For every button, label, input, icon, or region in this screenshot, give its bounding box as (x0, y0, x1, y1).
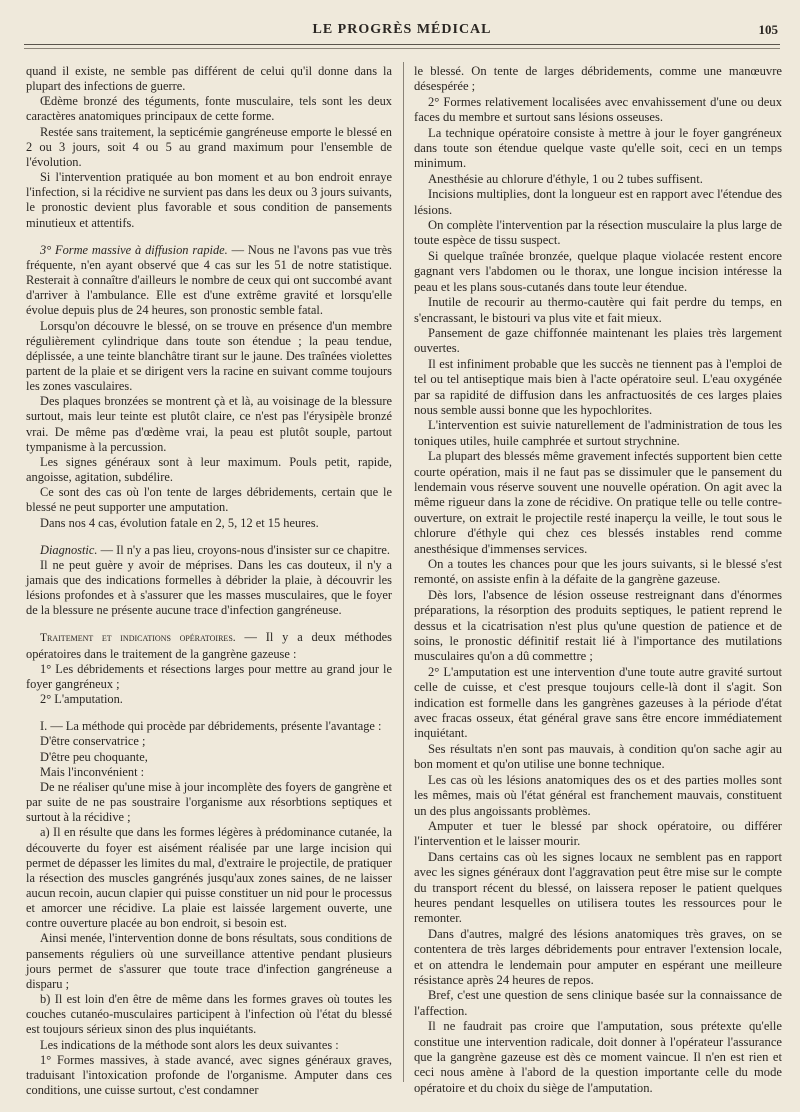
paragraph: I. — La méthode qui procède par débridements, présente l'avantage : (40, 719, 382, 734)
paragraph: Dans nos 4 cas, évolution fatale en 2, 5, 12 et 15 heures. (40, 515, 319, 530)
paragraph: Ainsi menée, l'intervention donne de bons résultats, sous conditions de pansements réguliers où une surveillance attentive pendant plusieurs jours permet de s'assurer que toute trace d'infection gangréneuse a disparu ; (26, 931, 392, 991)
section-text: — Il y a deux méthodes opératoires dans le traitement de la gangrène gazeuse : (26, 630, 392, 661)
paragraph: La technique opératoire consiste à mettre à jour le foyer gangréneux dans toute son étendue quelque vaste qu'elle soit, ceci en un temps minimum. (414, 125, 782, 171)
page-number: 105 (758, 22, 778, 37)
paragraph: On complète l'intervention par la résection musculaire la plus large de toute espèce de tissu suspect. (414, 218, 782, 248)
paragraph: quand il existe, ne semble pas différent de celui qu'il donne dans la plupart des infections de guerre. (26, 64, 392, 94)
paragraph: Si quelque traînée bronzée, quelque plaque violacée restent encore gagnant vers l'abdomen ou le thorax, une longue incision intéresse la peau et les plans sous-cutanés dans toute leur étendue. (414, 248, 782, 294)
paragraph: On a toutes les chances pour que les jours suivants, si le blessé s'est remonté, on assiste enfin à la défaite de la gangrène gazeuse. (414, 557, 782, 587)
paragraph: Les indications de la méthode sont alors les deux suivantes : (40, 1037, 339, 1052)
column-divider (403, 62, 404, 1082)
paragraph: 2° Formes relativement localisées avec envahissement d'une ou deux faces du membre et surtout sans lésions osseuses. (414, 94, 782, 125)
section-label: Traitement et indications opératoires. (40, 632, 236, 645)
paragraph: Mais l'inconvénient : (40, 764, 145, 779)
paragraph: Des plaques bronzées se montrent çà et là, au voisinage de la blessure surtout, mais leur teinte est plutôt claire, ce n'est pas l'érysipèle bronzé vrai. De même pas d'œdème vrai, la peau est plutôt souple, partout tympanisme à la percussion. (26, 394, 392, 454)
paragraph: Amputer et tuer le blessé par shock opératoire, ou différer l'intervention et le laisser mourir. (414, 818, 782, 849)
paragraph: Les signes généraux sont à leur maximum. Pouls petit, rapide, angoisse, agitation, subdélire. (26, 454, 392, 485)
paragraph: Restée sans traitement, la septicémie gangréneuse emporte le blessé en 2 ou 3 jours, soit 4 ou 5 au grand maximum pour l'ensemble de l'évolution. (26, 124, 392, 169)
paragraph: Si l'intervention pratiquée au bon moment et au bon endroit enraye l'infection, si la récidive ne survient pas dans les deux ou 3 jours suivants, le pronostic devient plus favorable et sous condition de pansements minutieux et attentifs. (26, 170, 392, 230)
paragraph: Inutile de recourir au thermo-cautère qui fait perdre du temps, en s'encrassant, le bistouri va plus vite et fait mieux. (414, 295, 782, 325)
right-column (414, 64, 782, 1096)
left-column (26, 64, 392, 1098)
paragraph: Œdème bronzé des téguments, fonte musculaire, tels sont les deux caractères anatomiques principaux de cette forme. (26, 94, 392, 124)
paragraph: 2° L'amputation est une intervention d'une toute autre gravité surtout celle de cuisse, et c'est presque toujours celle-là dont il s'agit. Son indication est formelle dans les gangrènes gazeuses à la période d'état avec fracas osseux, état général grave sans être encore immédiatement inquiétant. (414, 664, 782, 741)
paragraph: Bref, c'est une question de sens clinique basée sur la connaissance de l'affection. (414, 988, 782, 1018)
running-header (24, 18, 780, 42)
paragraph: Lorsqu'on découvre le blessé, on se trouve en présence d'un membre régulièrement cylindrique dans toute son étendue ; la peau tendue, déplissée, a une teinte blanchâtre tirant sur le jaune. Des traînées violettes partent de la plaie et se dirigent vers la racine en suivant comme toujours les zones vasculaires. (26, 318, 392, 394)
paragraph: La plupart des blessés même gravement infectés supportent bien cette courte opération, mais il ne faut pas se dissimuler que le pansement du lendemain vous réserve souvent une nouvelle opération. On agit avec la même rigueur dans la zone de récidive. On pratique telle ou telle contre-ouverture, on extrait le projectile resté inaperçu la veille, le tout sous le chlorure d'éthyle qui chez ces blessés instables rend comme anesthésique d'immenses services. (414, 449, 782, 556)
paragraph: le blessé. On tente de larges débridements, comme une manœuvre désespérée ; (414, 64, 782, 94)
paragraph: De ne réaliser qu'une mise à jour incomplète des foyers de gangrène et par suite de ne pas soustraire l'organisme aux résorbtions septiques et surtout à la récidive ; (26, 779, 392, 825)
paragraph: b) Il est loin d'en être de même dans les formes graves où toutes les couches cutanéo-musculaires participent à l'infection où l'état du blessé est toujours sérieux sinon des plus inquiétants. (26, 992, 392, 1037)
paragraph: Il ne faudrait pas croire que l'amputation, sous prétexte qu'elle constitue une intervention radicale, doit donner à l'opérateur l'assurance que la gangrène gazeuse est dès ce moment vaincue. Il n'en est rien et ceci nous amène à l'abord de la question importante celle du mode opératoire et du choix du siège de l'amputation. (414, 1019, 782, 1095)
paragraph: Ses résultats n'en sont pas mauvais, à condition qu'on sache agir au bon moment et qu'on utilise une bonne technique. (414, 741, 782, 772)
header-rule (24, 44, 780, 45)
paragraph: Les cas où les lésions anatomiques des os et des parties molles sont les mêmes, mais où l'état général est franchement mauvais, constituent un des plus angoissants problèmes. (414, 772, 782, 818)
section-text: — Il n'y a pas lieu, croyons-nous d'insister sur ce chapitre. (97, 542, 390, 557)
paragraph: Dans d'autres, malgré des lésions anatomiques très graves, on se contentera de très larges débridements pour entraver l'extension locale, et on attendra le lendemain pour amputer en espérant une meilleure résistance après 24 heures de repos. (414, 926, 782, 987)
paragraph: 2° L'amputation. (40, 692, 123, 707)
section-label: Diagnostic. (40, 542, 98, 557)
paragraph: 1° Formes massives, à stade avancé, avec signes généraux graves, traduisant l'intoxication profonde de l'organisme. Amputer dans ces conditions, une cuisse surtout, c'est condamner (26, 1052, 392, 1097)
section-paragraph (26, 243, 392, 319)
paragraph: Dès lors, l'absence de lésion osseuse restreignant dans d'énormes préparations, la résorption des produits septiques, le patient reprend le dessus et la cicatrisation n'est plus qu'une question de patience et de soins, le pronostic définitif restait lié à l'importance des mutilations musculaires qu'on a dû commettre ; (414, 587, 782, 664)
paragraph: 1° Les débridements et résections larges pour mettre au grand jour le foyer gangréneux ; (26, 661, 392, 691)
paragraph: Incisions multiplies, dont la longueur est en rapport avec l'étendue des lésions. (414, 187, 782, 217)
paragraph: L'intervention est suivie naturellement de l'administration de tous les toniques utiles, huile camphrée et surtout strychnine. (414, 418, 782, 448)
paragraph: a) Il en résulte que dans les formes légères à prédominance cutanée, la découverte du foyer est aisément réalisée par une large incision qui permet de dépasser les limites du mal, d'extraire le projectile, de pratiquer la résection des muscles gangrénés jusqu'aux zones saines, de ne laisser aucun recoin, aucun clapier qui puisse constituer un nid pour le processus et amorcer une récidive. La plaie est laissée largement ouverte, une contre ouverture placée au bon endroit, si besoin est. (26, 825, 392, 931)
paragraph: Il ne peut guère y avoir de méprises. Dans les cas douteux, il n'y a jamais que des indications formelles à débrider la plaie, à découvrir les lésions profondes et à s'assurer que les masses musculaires, que le foyer de la blessure ne présente aucune trace d'infection gangréneuse. (26, 557, 392, 618)
journal-title: LE PROGRÈS MÉDICAL (312, 22, 492, 37)
paragraph: Dans certains cas où les signes locaux ne semblent pas en rapport avec les signes généraux dont l'aggravation peut être mise sur le compte du transport récent du blessé, on laissera reposer le patient quelques heures pendant lesquelles on utilisera toutes les ressources pour le remonter. (414, 849, 782, 926)
section-text: — Nous ne l'avons pas vue très fréquente, n'en ayant observé que 4 cas sur les 51 de notre statistique. Resterait à connaître d'ailleurs le nombre de ceux qui ont succombé avant d'arriver à l'ambulance. Elle est d'une extrême gravité et lorsqu'elle évolue depuis plus de 24 heures, son pronostic semble fatal. (26, 242, 392, 318)
paragraph: Il est infiniment probable que les succès ne tiennent pas à l'emploi de tel ou tel antiseptique mais bien à l'acte opératoire seul. L'eau oxygénée par sa rapidité de diffusion dans les anfractuosités de ces larges plaies nous semble aussi bonne que les hypochlorites. (414, 356, 782, 417)
paragraph: Anesthésie au chlorure d'éthyle, 1 ou 2 tubes suffisent. (428, 171, 703, 186)
paragraph: Ce sont des cas où l'on tente de larges débridements, certain que le blessé ne peut supporter une amputation. (26, 485, 392, 515)
header-rule-thin (24, 48, 780, 49)
paragraph: Pansement de gaze chiffonnée maintenant les plaies très largement ouvertes. (414, 325, 782, 356)
section-label: 3° Forme massive à diffusion rapide. (40, 242, 228, 257)
section-paragraph (26, 630, 392, 661)
paragraph: D'être conservatrice ; (40, 734, 146, 749)
paragraph: D'être peu choquante, (40, 749, 148, 764)
section-paragraph (26, 543, 392, 558)
